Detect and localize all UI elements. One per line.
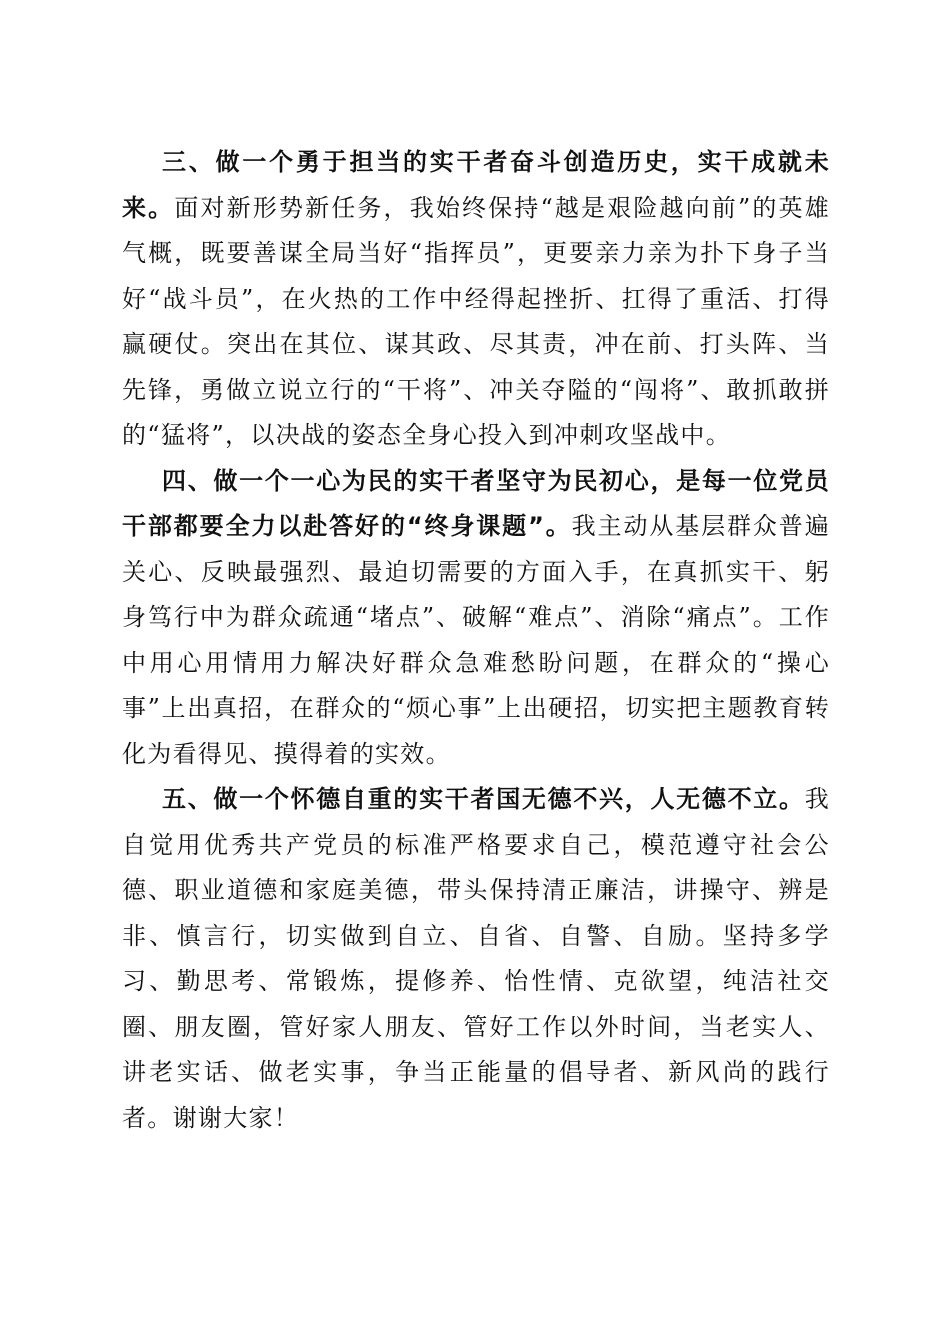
paragraph-four <box>122 459 830 778</box>
paragraph-five-heading: 五、做一个怀德自重的实干者 <box>162 785 497 813</box>
paragraph-three <box>122 140 830 459</box>
paragraph-five-lead: 国无德不兴，人无德不立。 <box>496 785 805 813</box>
paragraph-three-heading: 三、做一个勇于担当的实干者 <box>162 148 511 176</box>
paragraph-three-text: 面对新形势新任务，我始终保持“越是艰险越向前”的英雄气概，既要善谋全局当好“指挥员”，更要亲力亲为扑下身子当好“战斗员”，在火热的工作中经得起挫折、扛得了重活、打得赢硬仗。突出在其位、谋其政、尽其责，冲在前、打头阵、当先锋，勇做立说立行的“干将”、冲关夺隘的“闯将”、敢抓敢拼的“猛将”，以决战的姿态全身心投入到冲刺攻坚战中。 <box>122 193 830 449</box>
paragraph-four-lead: 坚守为民初心，是每一位党员干部都要全力以赴答好的“终身课题”。 <box>122 466 830 540</box>
paragraph-five <box>122 777 830 1141</box>
paragraph-four-heading: 四、做一个一心为民的实干者 <box>162 466 497 495</box>
document-body <box>122 140 830 1141</box>
paragraph-four-text: 我主动从基层群众普遍关心、反映最强烈、最迫切需要的方面入手，在真抓实干、躬身笃行中为群众疏通“堵点”、破解“难点”、消除“痛点”。工作中用心用情用力解决好群众急难愁盼问题，在群众的“操心事”上出真招，在群众的“烦心事”上出硬招，切实把主题教育转化为看得见、摸得着的实效。 <box>122 512 831 768</box>
paragraph-five-text: 我自觉用优秀共产党员的标准严格要求自己，模范遵守社会公德、职业道德和家庭美德，带头保持清正廉洁，讲操守、辨是非、慎言行，切实做到自立、自省、自警、自励。坚持多学习、勤思考、常锻炼，提修养、怡性情、克欲望，纯洁社交圈、朋友圈，管好家人朋友、管好工作以外时间，当老实人、讲老实话、做老实事，争当正能量的倡导者、新风尚的践行者。谢谢大家！ <box>122 785 830 1132</box>
paragraph-three-lead: 奋斗创造历史，实干成就未来。 <box>122 148 830 222</box>
